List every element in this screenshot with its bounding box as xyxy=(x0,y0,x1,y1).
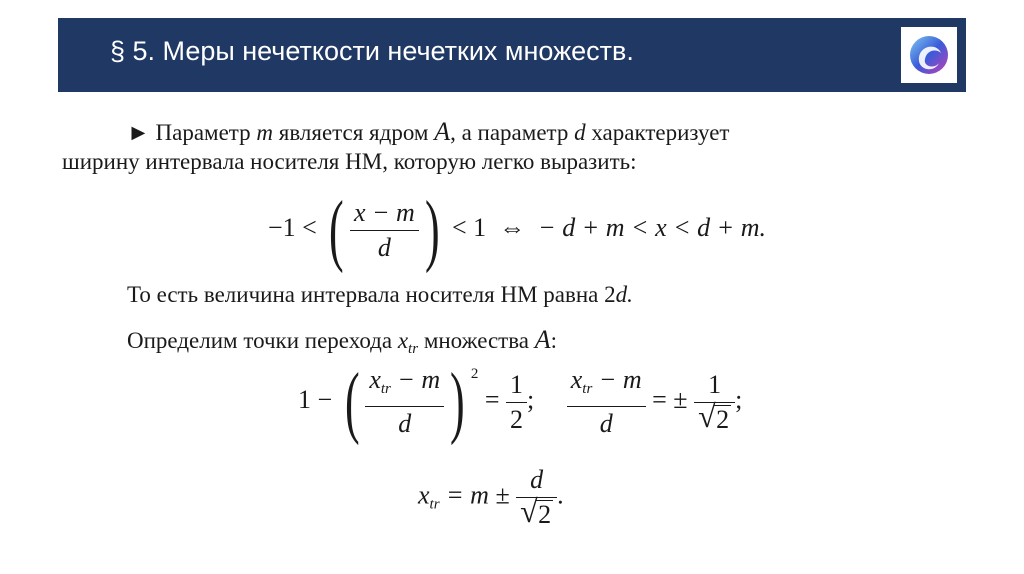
equation-result: $x_{tr} = m$ ± d √ 2 . xyxy=(418,465,564,529)
text-segment: Параметр xyxy=(155,120,251,145)
text-segment: характеризует xyxy=(591,120,730,145)
paragraph-line-2: ширину интервала носителя НМ, которую легко выразить: xyxy=(62,149,637,174)
paragraph-interval-width: То есть величина интервала носителя НМ равна 2d. xyxy=(127,282,633,307)
text-segment: является ядром xyxy=(278,120,429,145)
slide-header xyxy=(58,18,966,92)
equivalence-arrow: ⇔ xyxy=(499,212,526,242)
eq1-right: − d + m < x < d + m. xyxy=(538,212,766,242)
text-segment: , а параметр xyxy=(450,120,569,145)
slide-title: § 5. Меры нечеткости нечетких множеств. xyxy=(110,36,634,66)
paragraph-line-1 xyxy=(127,117,729,147)
left-paren: ( xyxy=(329,186,344,274)
eq1-left: −1 < xyxy=(268,212,317,242)
swirl-logo-icon xyxy=(901,27,957,83)
math-var-m: m xyxy=(256,120,274,145)
eq1-mid: < 1 xyxy=(451,212,487,242)
math-var-A: A xyxy=(434,117,451,146)
right-paren: ) xyxy=(424,186,440,274)
equation-transition: 1 − ( $\frac{x_{tr} - m}{d}$ ) $^2$ = $\frac{1}{2}$ ; $\frac{x_{tr} - m}{d}$ = ± 1 √ 2 ; xyxy=(298,358,743,446)
fraction: $\frac{x - m}{d}$ xyxy=(350,196,419,265)
paragraph-transition-points: Определим точки перехода $x_{tr}$ множества A: xyxy=(127,325,558,357)
math-var-d: d xyxy=(574,120,586,145)
bullet-arrow-icon: ► xyxy=(127,120,150,145)
equation-interval xyxy=(268,186,766,274)
